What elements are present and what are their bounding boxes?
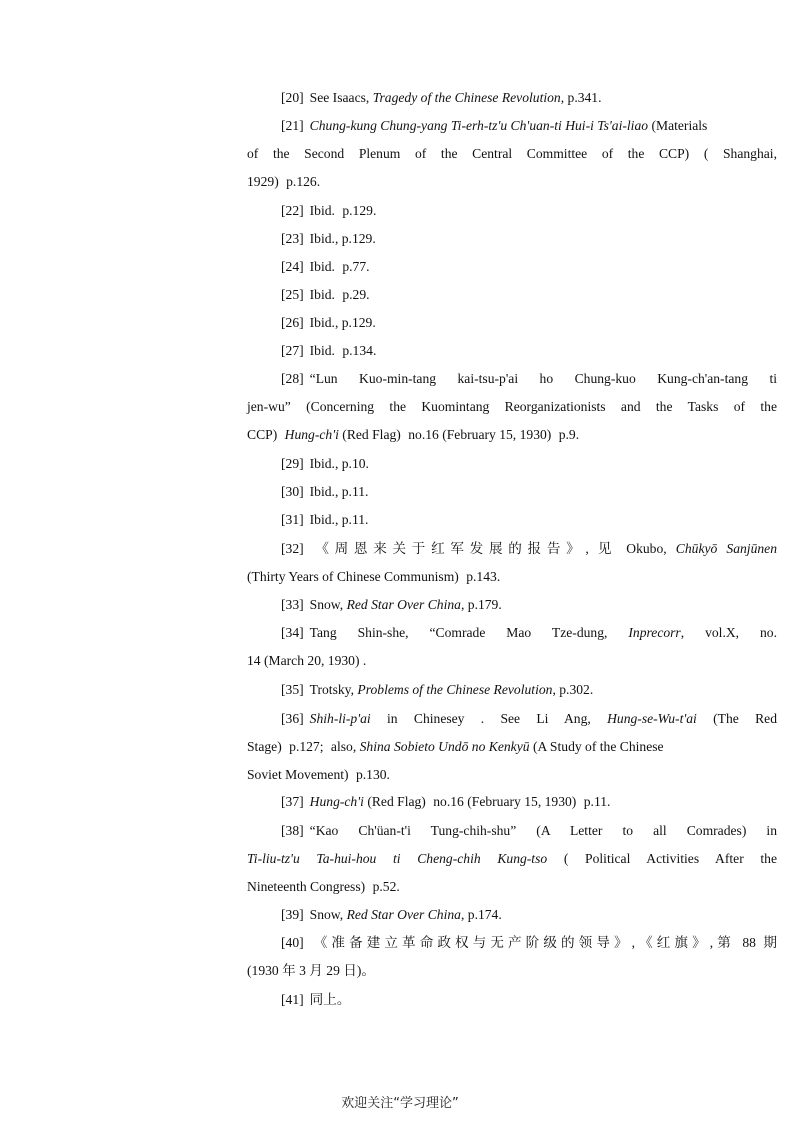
note-text: in Chinesey . See Li Ang, — [387, 711, 591, 726]
note-text: p.29. — [342, 287, 370, 302]
note-25 — [247, 281, 777, 309]
note-33 — [247, 591, 777, 619]
note-text: (1930 年 3 月 29 日)。 — [247, 963, 375, 978]
note-text: (The Red — [713, 711, 777, 726]
note-text: also, — [330, 739, 357, 754]
note-title: Shina Sobieto Undō no Kenkyū — [359, 739, 530, 754]
note-36 — [247, 705, 777, 789]
note-title: Red Star Over China — [346, 907, 461, 922]
note-38 — [247, 817, 777, 901]
note-24 — [247, 253, 777, 281]
note-text: Ibid., p.11. — [309, 484, 369, 499]
note-number: [39] — [281, 907, 304, 922]
note-text: “Kao Ch'üan-t'i Tung-chih-shu” (A Letter to all Comrades) — [309, 823, 747, 838]
note-number: [26] — [281, 315, 304, 330]
note-text: Soviet Movement) — [247, 767, 349, 782]
note-31 — [247, 506, 777, 534]
note-text: Trotsky, — [309, 682, 354, 697]
note-title: Inprecorr — [628, 625, 681, 640]
note-title: Hung-se-Wu-t'ai — [607, 711, 697, 726]
note-text: , p.179. — [460, 597, 502, 612]
note-number: [21] — [281, 118, 304, 133]
note-text: p.143. — [466, 569, 501, 584]
note-number: [27] — [281, 343, 304, 358]
note-text: Ibid. — [309, 287, 335, 302]
note-number: [34] — [281, 625, 304, 640]
note-29 — [247, 450, 777, 478]
note-number: [28] — [281, 371, 304, 386]
note-30 — [247, 478, 777, 506]
note-text: 《准备建立革命政权与无产阶级的领导》,《红旗》,第 88 期 — [309, 935, 777, 950]
note-number: [35] — [281, 682, 304, 697]
note-text: , p.302. — [552, 682, 594, 697]
note-number: [33] — [281, 597, 304, 612]
note-20 — [247, 84, 777, 112]
note-text: ( Political Activities After the — [563, 851, 777, 866]
note-text: p.134. — [342, 343, 377, 358]
note-text: p.126. — [286, 174, 321, 189]
note-number: [20] — [281, 90, 304, 105]
note-32 — [247, 535, 777, 591]
note-text: CCP) — [247, 427, 278, 442]
note-number: [30] — [281, 484, 304, 499]
note-text: jen-wu” (Concerning the Kuomintang Reorganizationists and the Tasks of the — [247, 399, 777, 414]
note-number: [29] — [281, 456, 304, 471]
note-number: [23] — [281, 231, 304, 246]
note-26 — [247, 309, 777, 337]
note-text: no.16 (February 15, 1930) — [433, 794, 577, 809]
note-text: Ibid. — [309, 203, 335, 218]
note-27 — [247, 337, 777, 365]
note-title: Tragedy of the Chinese Revolution — [372, 90, 561, 105]
note-40 — [247, 929, 777, 985]
note-text: Ibid., p.10. — [309, 456, 369, 471]
note-text: p.11. — [583, 794, 611, 809]
note-text: ( Shanghai, — [703, 146, 777, 161]
note-number: [41] — [281, 992, 304, 1007]
note-text: Tang Shin-she, “Comrade Mao Tze-dung, — [309, 625, 608, 640]
note-number: [25] — [281, 287, 304, 302]
note-text: in — [766, 823, 777, 838]
note-23 — [247, 225, 777, 253]
note-21 — [247, 112, 777, 196]
note-37 — [247, 788, 777, 816]
note-text: (Materials — [651, 118, 708, 133]
note-title: Hung-ch'i — [284, 427, 339, 442]
note-text: Ibid., p.129. — [309, 231, 376, 246]
note-number: [36] — [281, 711, 304, 726]
note-title: Problems of the Chinese Revolution — [357, 682, 553, 697]
note-text: p.52. — [372, 879, 400, 894]
note-text: Ibid. — [309, 343, 335, 358]
note-text: (Red Flag) — [342, 427, 401, 442]
note-text: Snow, — [309, 907, 344, 922]
note-title: Hung-ch'i — [309, 794, 364, 809]
note-text: 1929) — [247, 174, 279, 189]
note-text: (Thirty Years of Chinese Communism) — [247, 569, 459, 584]
note-text: (Red Flag) — [367, 794, 426, 809]
note-text: “Lun Kuo-min-tang kai-tsu-p'ai ho Chung-kuo Kung-ch'an-tang ti — [309, 371, 777, 386]
note-text: Ibid. — [309, 259, 335, 274]
note-number: [38] — [281, 823, 304, 838]
note-title: Red Star Over China — [346, 597, 461, 612]
note-title: Chūkyō Sanjūnen — [675, 541, 777, 556]
note-28 — [247, 365, 777, 449]
note-text: (A Study of the Chinese — [532, 739, 664, 754]
note-number: [40] — [281, 935, 304, 950]
note-text: Ibid., p.11. — [309, 512, 369, 527]
note-text: of the Second Plenum of the Central Committee of the CCP) — [247, 146, 690, 161]
note-title: Chung-kung Chung-yang Ti-erh-tz'u Ch'uan-ti Hui-i Ts'ai-liao — [309, 118, 649, 133]
note-text: 同上。 — [309, 992, 351, 1007]
note-text: Stage) — [247, 739, 282, 754]
note-text: p.77. — [342, 259, 370, 274]
note-text: Ibid., p.129. — [309, 315, 376, 330]
note-title: Shih-li-p'ai — [309, 711, 371, 726]
note-number: [31] — [281, 512, 304, 527]
note-35 — [247, 676, 777, 704]
note-number: [24] — [281, 259, 304, 274]
note-text: , p.341. — [560, 90, 602, 105]
note-text: 14 (March 20, 1930) . — [247, 653, 367, 668]
note-text: p.9. — [558, 427, 580, 442]
note-22 — [247, 197, 777, 225]
page-footer: 欢迎关注“学习理论” — [341, 1096, 459, 1111]
note-text: See Isaacs, — [309, 90, 370, 105]
note-41 — [247, 986, 777, 1014]
note-title: Ti-liu-tz'u Ta-hui-hou ti Cheng-chih Kung-tso — [247, 851, 548, 866]
note-number: [22] — [281, 203, 304, 218]
note-34 — [247, 619, 777, 675]
note-text: 《周恩来关于红军发展的报告》, 见 Okubo, — [309, 541, 667, 556]
note-number: [32] — [281, 541, 304, 556]
note-text: no.16 (February 15, 1930) — [408, 427, 552, 442]
note-text: , vol.X, no. — [680, 625, 777, 640]
note-text: p.130. — [355, 767, 390, 782]
note-39 — [247, 901, 777, 929]
note-text: p.127; — [289, 739, 324, 754]
note-text: p.129. — [342, 203, 377, 218]
note-text: Nineteenth Congress) — [247, 879, 366, 894]
note-text: Snow, — [309, 597, 344, 612]
note-text: , p.174. — [460, 907, 502, 922]
note-number: [37] — [281, 794, 304, 809]
